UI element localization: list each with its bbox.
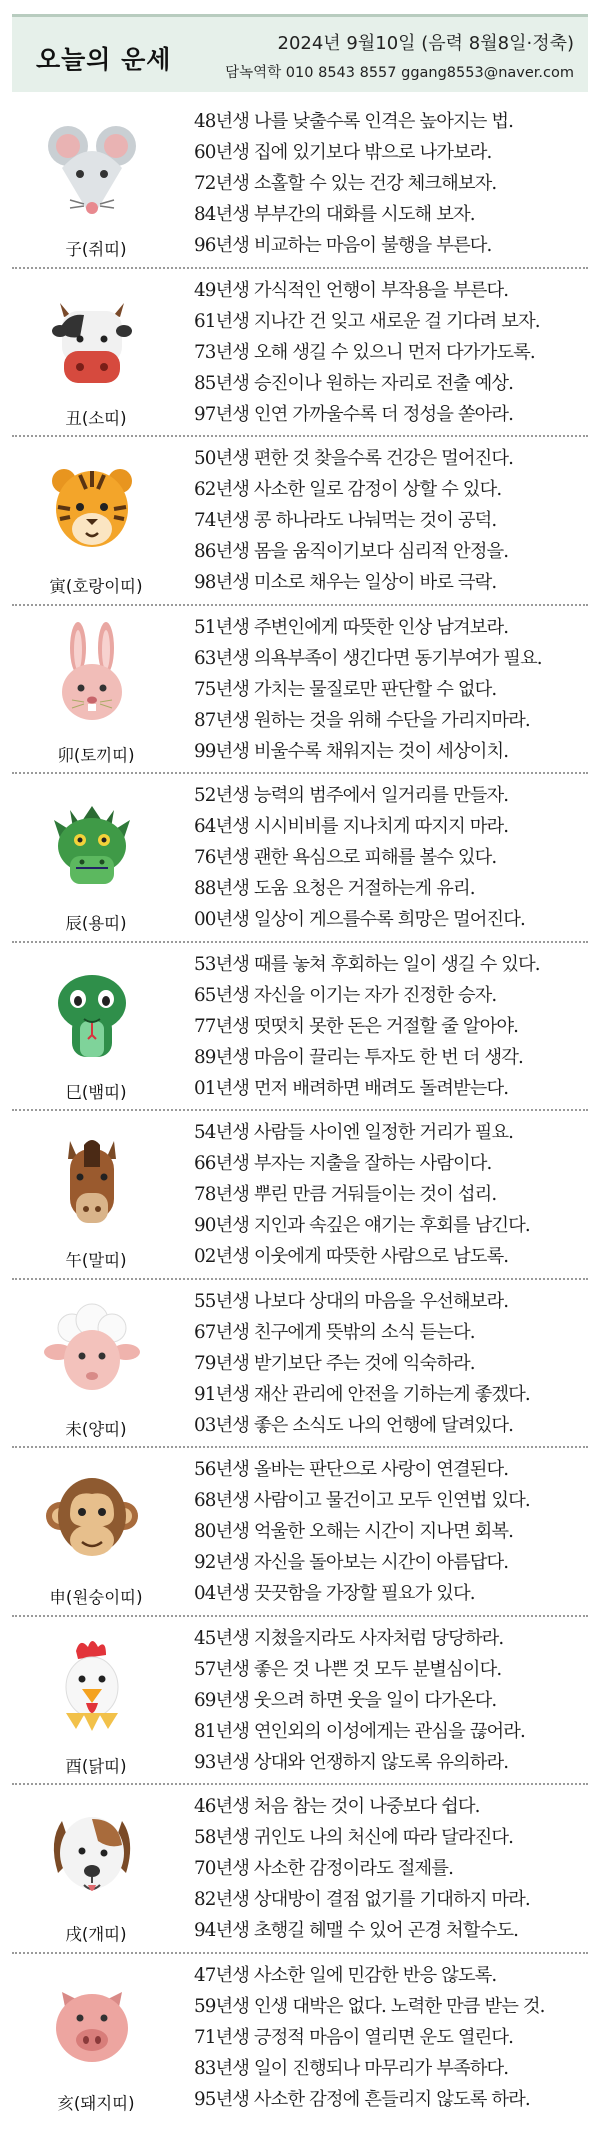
header-contact: 담녹역학 010 8543 8557 ggang8553@naver.com [225, 65, 574, 81]
zodiac-sign-label: 子(쥐띠) [65, 240, 127, 259]
rat-icon [40, 116, 144, 220]
fortune-line: 74년생 콩 하나라도 나눠먹는 것이 공덕. [194, 510, 497, 531]
fortune-line: 50년생 편한 것 찾을수록 건강은 멀어진다. [194, 448, 514, 469]
fortune-lines [194, 1960, 584, 2115]
fortune-line: 00년생 일상이 게으를수록 희망은 멀어진다. [194, 909, 525, 930]
fortune-line: 58년생 귀인도 나의 처신에 따라 달라진다. [194, 1827, 514, 1848]
zodiac-sign-label: 丑(소띠) [65, 408, 127, 428]
horse-icon [40, 1127, 144, 1231]
fortune-line: 70년생 사소한 감정이라도 절제를. [194, 1858, 453, 1879]
fortune-line: 76년생 괜한 욕심으로 피해를 볼수 있다. [194, 847, 497, 868]
zodiac-row [12, 1448, 588, 1617]
fortune-lines [194, 106, 584, 261]
zodiac-row [12, 1111, 588, 1280]
fortune-line: 04년생 끗끗함을 가장할 필요가 있다. [194, 1583, 475, 1604]
fortune-line: 68년생 사람이고 물건이고 모두 인연법 있다. [194, 1490, 530, 1511]
fortune-line: 98년생 미소로 채우는 일상이 바로 극락. [194, 572, 497, 593]
fortune-line: 83년생 일이 진행되나 마무리가 부족하다. [194, 2057, 509, 2079]
fortune-line: 86년생 몸을 움직이기보다 심리적 안정을. [194, 541, 509, 562]
zodiac-animal [12, 943, 180, 1110]
fortune-line: 02년생 이웃에게 따뜻한 사람으로 남도록. [194, 1246, 509, 1267]
zodiac-animal [12, 1448, 180, 1615]
rabbit-icon [40, 622, 144, 726]
fortune-lines [194, 1286, 584, 1441]
fortune-line: 52년생 능력의 범주에서 일거리를 만들자. [194, 785, 509, 806]
fortune-line: 62년생 사소한 일로 감정이 상할 수 있다. [194, 479, 502, 500]
fortune-line: 73년생 오해 생길 수 있으니 먼저 다가가도록. [194, 341, 535, 363]
fortune-line: 60년생 집에 있기보다 밖으로 나가보라. [194, 142, 492, 163]
fortune-line: 84년생 부부간의 대화를 시도해 보자. [194, 204, 475, 225]
zodiac-animal [12, 1617, 180, 1784]
fortune-line: 67년생 친구에게 뜻밖의 소식 듣는다. [194, 1321, 475, 1343]
fortune-lines [194, 949, 584, 1104]
fortune-line: 46년생 처음 참는 것이 나중보다 쉽다. [194, 1796, 480, 1817]
rooster-icon [40, 1633, 144, 1737]
fortune-lines [194, 1791, 584, 1946]
fortune-line: 77년생 떳떳치 못한 돈은 거절할 줄 알아야. [194, 1015, 518, 1037]
fortune-line: 48년생 나를 낮출수록 인격은 높아지는 법. [194, 111, 514, 132]
zodiac-animal [12, 269, 180, 436]
fortune-line: 49년생 가식적인 언행이 부작용을 부른다. [194, 279, 509, 301]
fortune-line: 03년생 좋은 소식도 나의 언행에 달려있다. [194, 1414, 514, 1436]
zodiac-sign-label: 申(원숭이띠) [49, 1588, 143, 1607]
dragon-icon [40, 790, 144, 894]
fortune-lines [194, 612, 584, 767]
fortune-line: 01년생 먼저 배려하면 배려도 돌려받는다. [194, 1077, 509, 1099]
snake-icon [40, 959, 144, 1063]
fortune-line: 47년생 사소한 일에 민감한 반응 않도록. [194, 1964, 497, 1986]
fortune-lines [194, 780, 584, 935]
fortune-line: 92년생 자신을 돌아보는 시간이 아름답다. [194, 1552, 509, 1573]
zodiac-sign-label: 酉(닭띠) [65, 1756, 127, 1776]
zodiac-sign-label: 戌(개띠) [65, 1925, 127, 1944]
fortune-line: 79년생 받기보단 주는 것에 익숙하라. [194, 1352, 475, 1374]
zodiac-animal [12, 1785, 180, 1952]
fortune-line: 88년생 도움 요청은 거절하는게 유리. [194, 878, 475, 899]
fortune-line: 90년생 지인과 속깊은 얘기는 후회를 남긴다. [194, 1215, 530, 1236]
header [12, 14, 588, 92]
fortune-line: 55년생 나보다 상대의 마음을 우선해보라. [194, 1290, 509, 1312]
fortune-line: 75년생 가치는 물질로만 판단할 수 없다. [194, 678, 497, 700]
page-title: 오늘의 운세 [36, 45, 172, 74]
zodiac-sign-label: 寅(호랑이띠) [49, 577, 143, 596]
fortune-line: 66년생 부자는 지출을 잘하는 사람이다. [194, 1153, 492, 1174]
fortune-line: 64년생 시시비비를 지나치게 따지지 마라. [194, 816, 509, 837]
zodiac-sign-label: 卯(토끼띠) [57, 745, 135, 765]
fortune-lines [194, 1623, 584, 1778]
fortune-line: 53년생 때를 놓쳐 후회하는 일이 생길 수 있다. [194, 953, 540, 975]
monkey-icon [40, 1464, 144, 1568]
zodiac-sign-label: 未(양띠) [65, 1419, 127, 1439]
fortune-line: 54년생 사람들 사이엔 일정한 거리가 필요. [194, 1122, 514, 1143]
fortune-line: 97년생 인연 가까울수록 더 정성을 쏟아라. [194, 403, 514, 425]
fortune-line: 96년생 비교하는 마음이 불행을 부른다. [194, 235, 492, 256]
tiger-icon [40, 453, 144, 557]
zodiac-row [12, 1785, 588, 1954]
zodiac-sign-label: 辰(용띠) [65, 914, 127, 933]
fortune-line: 89년생 마음이 끌리는 투자도 한 번 더 생각. [194, 1046, 523, 1068]
fortune-line: 87년생 원하는 것을 위해 수단을 가리지마라. [194, 709, 530, 731]
fortune-lines [194, 443, 584, 598]
fortune-line: 91년생 재산 관리에 안전을 기하는게 좋겠다. [194, 1383, 530, 1405]
zodiac-row [12, 943, 588, 1112]
fortune-line: 51년생 주변인에게 따뜻한 인상 남겨보라. [194, 616, 509, 638]
zodiac-row [12, 1617, 588, 1786]
zodiac-animal [12, 774, 180, 941]
zodiac-row [12, 774, 588, 943]
fortune-lines [194, 1117, 584, 1272]
fortune-line: 72년생 소홀할 수 있는 건강 체크해보자. [194, 173, 497, 194]
zodiac-list [12, 100, 588, 2122]
zodiac-animal [12, 606, 180, 773]
fortune-line: 99년생 비울수록 채워지는 것이 세상이치. [194, 740, 509, 762]
fortune-line: 71년생 긍정적 마음이 열리면 운도 열린다. [194, 2026, 514, 2048]
fortune-line: 45년생 지쳤을지라도 사자처럼 당당하라. [194, 1627, 504, 1649]
fortune-line: 69년생 웃으려 하면 웃을 일이 다가온다. [194, 1689, 497, 1711]
fortune-lines [194, 275, 584, 430]
fortune-line: 81년생 연인외의 이성에게는 관심을 끊어라. [194, 1720, 525, 1742]
zodiac-row [12, 100, 588, 269]
fortune-line: 93년생 상대와 언쟁하지 않도록 유의하라. [194, 1751, 509, 1773]
fortune-line: 57년생 좋은 것 나쁜 것 모두 분별심이다. [194, 1658, 502, 1680]
fortune-line: 94년생 초행길 헤맬 수 있어 곤경 처할수도. [194, 1920, 518, 1941]
zodiac-row [12, 1280, 588, 1449]
fortune-line: 85년생 승진이나 원하는 자리로 전출 예상. [194, 372, 514, 394]
fortune-line: 95년생 사소한 감정에 흔들리지 않도록 하라. [194, 2088, 530, 2110]
fortune-line: 56년생 올바는 판단으로 사랑이 연결된다. [194, 1459, 509, 1480]
zodiac-row [12, 606, 588, 775]
fortune-line: 63년생 의욕부족이 생긴다면 동기부여가 필요. [194, 647, 542, 669]
fortune-line: 78년생 뿌린 만큼 거둬들이는 것이 섭리. [194, 1184, 497, 1205]
zodiac-sign-label: 亥(돼지띠) [57, 2093, 135, 2113]
zodiac-animal [12, 1280, 180, 1447]
zodiac-animal [12, 1111, 180, 1278]
header-date: 2024년 9월10일 (음력 8월8일·정축) [277, 33, 574, 54]
dog-icon [40, 1801, 144, 1905]
zodiac-animal [12, 1954, 180, 2123]
fortune-lines [194, 1454, 584, 1609]
pig-icon [40, 1970, 144, 2074]
zodiac-animal [12, 437, 180, 604]
fortune-line: 80년생 억울한 오해는 시간이 지나면 회복. [194, 1521, 514, 1542]
zodiac-row [12, 437, 588, 606]
fortune-line: 82년생 상대방이 결점 없기를 기대하지 마라. [194, 1889, 530, 1910]
fortune-line: 65년생 자신을 이기는 자가 진정한 승자. [194, 984, 497, 1006]
zodiac-sign-label: 午(말띠) [65, 1251, 127, 1270]
zodiac-row [12, 269, 588, 438]
fortune-line: 59년생 인생 대박은 없다. 노력한 만큼 받는 것. [194, 1995, 545, 2017]
zodiac-row [12, 1954, 588, 2123]
fortune-line: 61년생 지나간 건 잊고 새로운 걸 기다려 보자. [194, 310, 540, 332]
sheep-icon [40, 1296, 144, 1400]
zodiac-animal [12, 100, 180, 267]
zodiac-sign-label: 巳(뱀띠) [65, 1082, 127, 1102]
cow-icon [40, 285, 144, 389]
